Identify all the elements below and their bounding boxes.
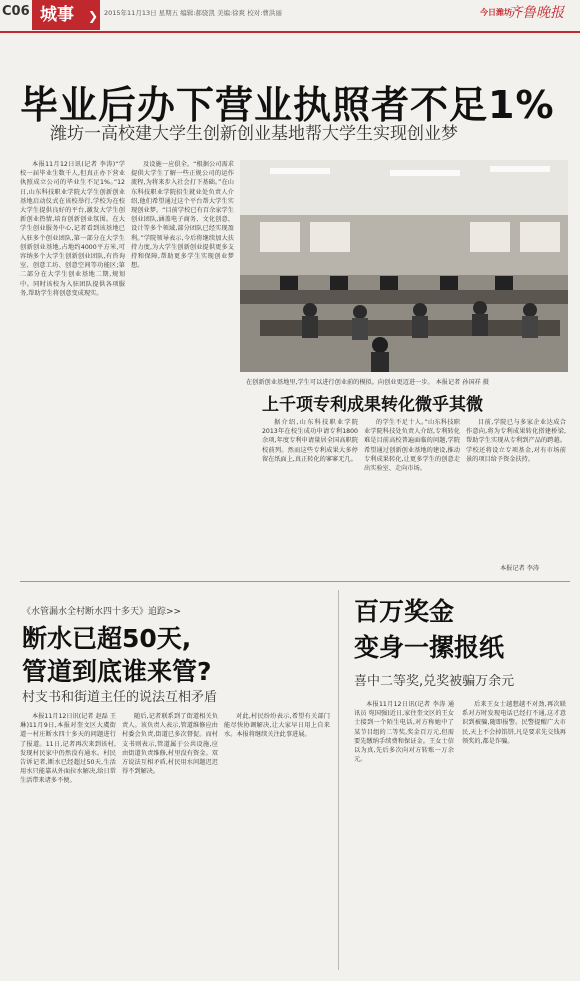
main-article-col2: 及设施一应俱全。“根据公司需求提供大学生了解一些正规公司的运作流程,为将来步入社会打下基础。”在山东科技职业学院招生就业处负责人介绍,他们希望通过这个平台帮大学生实现创业梦。“目前学校已有百余家学生创业团队,涵盖电子商务、文化创意、设计等多个领域,部分团队已经实现盈利。”学院领导表示,今后将继续加大扶持力度,为大学生创新创业提供更多支持和保障,帮助更多学生实现创业梦想。	[131, 161, 234, 270]
main-article-col3: 据介绍,山东科技职业学院2013年在校生成功申请专利1800余项,年度专利申请量居全国高职院校前列。然而这些专利成果大多停留在纸面上,真正转化的寥寥无几。	[262, 419, 358, 463]
photo-credit: 本报记者 孙国祥 摄	[435, 379, 489, 386]
story2-headline-line1: 断水已超50天,	[22, 624, 192, 653]
story2-headline-line2: 管道到底谁来管?	[22, 657, 212, 686]
section-divider	[20, 581, 570, 582]
story2-col1: 本报11月12日讯(记者 赵磊 王琳)11月9日,本报对奎文区大虞街道一村庄断水四十多天的问题进行了报道。11日,记者再次来到该村,发现村民家中仍然没有通水。村民告诉记者,断水已经超过50天,生活用水只能靠从外面拉水解决,给日常生活带来诸多不便。	[20, 713, 116, 785]
photo-caption	[246, 377, 566, 386]
story2-col3: 对此,村民纷纷表示,希望有关部门能尽快协调解决,让大家早日用上自来水。本报将继续关注此事进展。	[224, 713, 330, 739]
main-headline: 毕业后办下营业执照者不足1%	[20, 83, 555, 127]
column-rule	[338, 590, 339, 970]
paper-logo: 齐鲁晚报	[508, 5, 564, 21]
story3-col1: 本报11月12日讯(记者 李涛 通讯员 宛国强)近日,家住奎文区的王女士接到一个陌生电话,对方称她中了某节目组的二等奖,奖金百万元,但需要先缴纳手续费和保证金。王女士信以为真,先后多次向对方转账一万余元。	[354, 701, 454, 764]
story2-col2: 随后,记者联系到了街道相关负责人。该负责人表示,管道维修应由村委会负责,街道已多次督促。而村支书则表示,管道属于公共设施,应由街道负责维修,村里没有资金。双方说法互相矛盾,村民用水问题迟迟得不到解决。	[122, 713, 218, 776]
main-article-col1: 本报11月12日讯(记者 李涛)“学校一届毕业生数千人,但真正办下营业执照成立公司的毕业生不足1%。”12日,山东科技职业学院大学生创新创业基地启动仪式在该校举行,学校为在校大学生提供良好的平台,激发大学生创新创业热情,培育创新创业氛围。在大学生创业服务中心,记者看到该基地已入驻多个创业团队,第一部分在大学生创新创业基地,占地约4000平方米,可容纳多个大学生创新创业团队,有咨询室、创意工坊、创意空间等功能区;第二部分在大学生创业基地二期,规划中。同时该校为入驻团队提供各项服务,帮助学生将创意变成现实。	[20, 161, 125, 297]
main-article-col4: 的学生不足十人。”山东科技职业学院科技处负责人介绍,专利转化难是目前高校普遍面临的问题,学院希望通过创新创业基地的建设,推动专利成果转化,让更多学生的创意走出实验室、走向市场。	[364, 419, 460, 473]
photo-caption-text: 在创新创业基地里,学生可以进行创业前的模拟。向创业更迈进一步。	[246, 379, 434, 386]
page-number: C06	[2, 4, 30, 19]
story3-subheadline: 喜中二等奖,兑奖被骗万余元	[354, 674, 515, 689]
issue-meta: 2015年11月13日 星期五 编辑:郝骁凯 美编:徐爽 校对:曹洪丽	[104, 9, 282, 17]
series-tag: 《水管漏水全村断水四十多天》追踪>>	[22, 607, 182, 617]
story2-headline	[22, 622, 212, 688]
chevron-right-icon: ❯	[88, 9, 99, 23]
story2-subheadline: 村支书和街道主任的说法互相矛盾	[22, 690, 218, 705]
today-label: 今日潍坊	[480, 8, 512, 17]
main-subheadline: 潍坊一高校建大学生创新创业基地帮大学生实现创业梦	[50, 124, 458, 144]
main-article-byline: 本报记者 李涛	[500, 565, 540, 572]
story3-headline-line1: 百万奖金	[354, 597, 455, 626]
story3-col2: 后来王女士越想越不对劲,再次联系对方时发现电话已经打不通,这才意识到被骗,随即报警。民警提醒广大市民,天上不会掉馅饼,凡是要求先交钱再领奖的,都是诈骗。	[462, 701, 566, 745]
main-article-col5: 目前,学院已与多家企业达成合作意向,将为专利成果转化搭建桥梁,帮助学生实现从专利到产品的跨越。学校还将设立专项基金,对有市场前景的项目给予资金扶持。	[466, 419, 566, 463]
story3-headline	[354, 594, 504, 666]
header-rule	[0, 31, 580, 33]
photo-story-headline: 上千项专利成果转化微乎其微	[262, 395, 483, 415]
article-photo	[240, 160, 568, 372]
section-label: 城事	[32, 0, 100, 30]
story3-headline-line2: 变身一摞报纸	[354, 633, 505, 662]
